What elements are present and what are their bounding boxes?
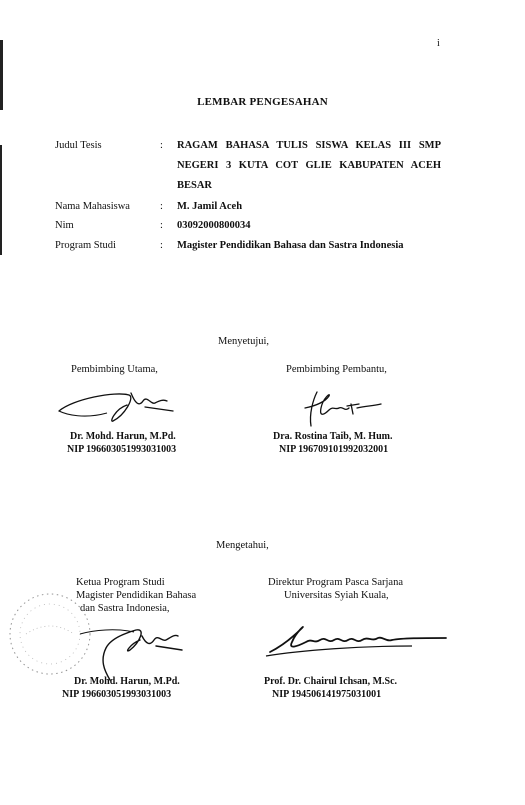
approval-heading: Menyetujui,: [218, 336, 270, 347]
study-program-label: Program Studi: [55, 240, 116, 251]
colon: :: [160, 220, 163, 231]
director-signature: [262, 616, 452, 664]
main-supervisor-name: Dr. Mohd. Harun, M.Pd.: [70, 431, 176, 442]
colon: :: [160, 201, 163, 212]
main-supervisor-role: Pembimbing Utama,: [71, 364, 158, 375]
co-supervisor-nip: NIP 196709101992032001: [279, 444, 389, 455]
colon: :: [160, 240, 163, 251]
director-name: Prof. Dr. Chairul Ichsan, M.Sc.: [264, 676, 398, 687]
director-role-line2: Universitas Syiah Kuala,: [284, 590, 389, 601]
co-supervisor-role: Pembimbing Pembantu,: [286, 364, 387, 375]
director-nip: NIP 194506141975031001: [272, 689, 382, 700]
main-supervisor-signature: [55, 385, 185, 430]
main-supervisor-nip: NIP 196603051993031003: [67, 444, 177, 455]
acknowledgement-heading: Mengetahui,: [216, 540, 269, 551]
co-supervisor-signature: [295, 388, 385, 430]
co-supervisor-name: Dra. Rostina Taib, M. Hum.: [273, 431, 393, 442]
student-name-label: Nama Mahasiswa: [55, 201, 130, 212]
program-head-role-line1: Ketua Program Studi: [76, 577, 165, 588]
director-role-line1: Direktur Program Pasca Sarjana: [268, 577, 403, 588]
student-name-value: M. Jamil Aceh: [177, 201, 243, 212]
student-id-label: Nim: [55, 220, 74, 231]
program-head-role-line2: Magister Pendidikan Bahasa: [76, 590, 197, 601]
student-id-value: 03092000800034: [177, 220, 251, 231]
thesis-title-label: Judul Tesis: [55, 140, 102, 151]
page-number: i: [437, 38, 440, 49]
thesis-title-value: RAGAM BAHASA TULIS SISWA KELAS III SMP NEGERI 3 KUTA COT GLIE KABUPATEN ACEH BESAR: [177, 140, 441, 191]
program-head-name: Dr. Mohd. Harun, M.Pd.: [74, 676, 180, 687]
program-head-role-line3: dan Sastra Indonesia,: [80, 603, 170, 614]
scan-edge-mark: [0, 145, 2, 255]
page-title: LEMBAR PENGESAHAN: [197, 96, 328, 108]
program-head-nip: NIP 196603051993031003: [62, 689, 172, 700]
colon: :: [160, 140, 163, 151]
program-head-signature: [60, 620, 190, 682]
study-program-value: Magister Pendidikan Bahasa dan Sastra Indonesia: [177, 240, 404, 251]
